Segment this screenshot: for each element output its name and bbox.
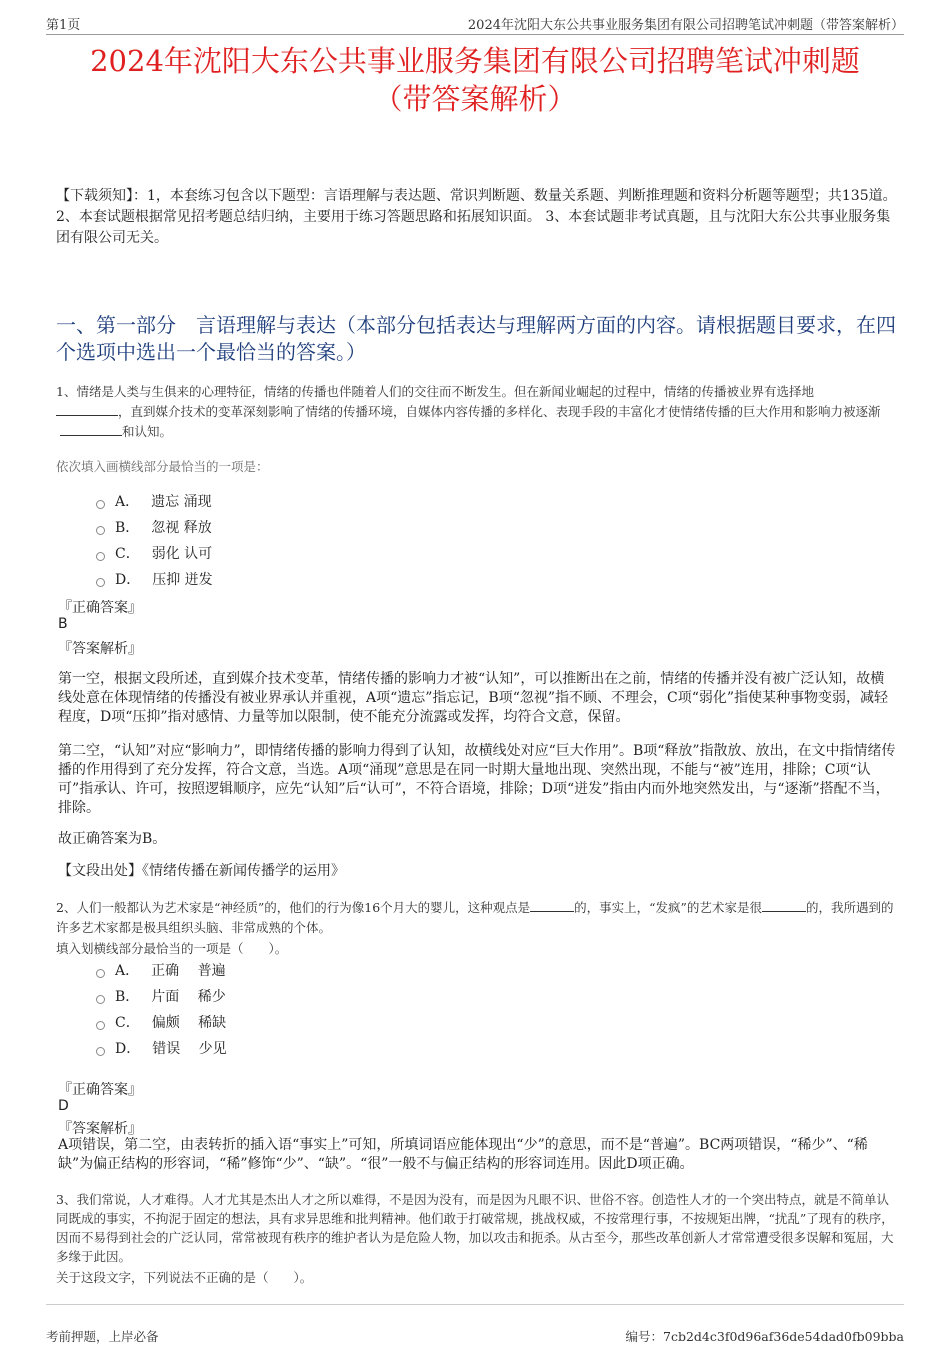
q2-option-b[interactable]: B． 片面 稀少 <box>96 983 227 1009</box>
q1-option-a[interactable]: A． 遗忘 涌现 <box>96 488 213 514</box>
header-doc-title: 2024年沈阳大东公共事业服务集团有限公司招聘笔试冲刺题（带答案解析） <box>467 18 904 33</box>
q1-blank-1 <box>56 402 118 416</box>
q1-analysis-2: 第二空，“认知”对应“影响力”，即情绪传播的影响力得到了认知，故横线处对应“巨大作用”。B项“释放”指散放、放出，在文中指情绪传播的作用得到了充分发挥，符合文意，当选。A项“涌现”意思是在同一时期大量地出现、突然出现，不能与“被”连用，排除；C项“认可”指承认、许可，按照逻辑顺序，应先“认知”后“认可”，不符合语境，排除；D项“迸发”指由内而外地突然发出，与“逐渐”搭配不当，排除。 <box>58 743 896 816</box>
question-3-text: 3、我们常说，人才难得。人才尤其是杰出人才之所以难得，不是因为没有，而是因为凡眼不识、世俗不容。创造性人才的一个突出特点，就是不简单认同既成的事实，不拘泥于固定的想法，具有求异思维和批判精神。他们敢于打破常规，挑战权威，不按常理行事，不按规矩出牌，“扰乱”了现有的秩序，因而不易得到社会的广泛认同，常常被现有秩序的维护者认为是危险人物，加以攻击和扼杀。从古至今，那些改革创新人才常常遭受很多误解和冤屈，大多缘于此因。 <box>56 1192 894 1264</box>
q1-option-b[interactable]: B． 忽视 释放 <box>96 514 213 540</box>
title-line-2: （带答案解析） <box>373 82 577 116</box>
q1-answer-label: 『正确答案』 <box>58 600 142 616</box>
radio-icon[interactable] <box>96 1047 105 1056</box>
q1-blank-2 <box>60 422 122 436</box>
page-number: 第1页 <box>46 18 81 33</box>
q2-option-d[interactable]: D． 错误 少见 <box>96 1035 227 1061</box>
q1-answer: B <box>58 616 68 632</box>
document-title <box>40 42 910 118</box>
q1-text-a: 1、情绪是人类与生俱来的心理特征，情绪的传播也伴随着人们的交往而不断发生。但在新闻业崛起的过程中，情绪的传播被业界有选择地 <box>56 384 814 399</box>
q1-text-b: ，直到媒介技术的变革深刻影响了情绪的传播环境，自媒体内容传播的多样化、表现手段的丰富化才使情绪传播的巨大作用和影响力被逐渐 <box>118 404 881 419</box>
q2-option-c[interactable]: C． 偏颇 稀缺 <box>96 1009 227 1035</box>
download-notice: 【下载须知】：1，本套练习包含以下题型：言语理解与表达题、常识判断题、数量关系题、判断推理题和资料分析题等题型；共135道。 2、本套试题根据常见招考题总结归纳，主要用于练习答题思路和拓展知识面。 3、本套试题非考试真题，且与沈阳大东公共事业服务集团有限公司无关。 <box>56 188 897 246</box>
title-line-1: 2024年沈阳大东公共事业服务集团有限公司招聘笔试冲刺题 <box>90 44 860 78</box>
q2-analysis: A项错误，第二空，由表转折的插入语“事实上”可知，所填词语应能体现出“少”的意思，而不是“普遍”。BC两项错误，“稀少”、“稀缺”为偏正结构的形容词，“稀”修饰“少”、“缺”。“很”一般不与偏正结构的形容词连用。因此D项正确。 <box>58 1137 868 1172</box>
radio-icon[interactable] <box>96 552 105 561</box>
q1-option-c[interactable]: C． 弱化 认可 <box>96 540 213 566</box>
q2-options <box>96 957 227 1061</box>
footer-slogan: 考前押题，上岸必备 <box>46 1329 159 1344</box>
radio-icon[interactable] <box>96 1021 105 1030</box>
q2-blank-1 <box>530 898 574 912</box>
footer-doc-id: 编号：7cb2d4c3f0d96af36de54dad0fb09bba <box>625 1329 904 1344</box>
radio-icon[interactable] <box>96 526 105 535</box>
q1-prompt: 依次填入画横线部分最恰当的一项是： <box>56 459 269 474</box>
q1-analysis-1: 第一空，根据文段所述，直到媒介技术变革，情绪传播的影响力才被“认知”，可以推断出在之前，情绪的传播并没有被广泛认知，故横线处意在体现情绪的传播没有被业界承认并重视，A项“遗忘”指忘记，B项“忽视”指不顾、不理会，C项“弱化”指使某种事物变弱，减轻程度，D项“压抑”指对感情、力量等加以限制，使不能充分流露或发挥，均符合文意，保留。 <box>58 671 889 725</box>
q3-prompt: 关于这段文字，下列说法不正确的是（ ）。 <box>56 1270 313 1285</box>
q2-answer: D <box>58 1098 69 1114</box>
q1-analysis-3: 故正确答案为B。 <box>58 831 167 847</box>
q2-text-c: 的，我所遇到的许多艺术家都是极具组织头脑、非常成熟的个体。 <box>56 900 894 935</box>
header-divider <box>46 34 904 35</box>
q1-options <box>96 488 213 592</box>
q1-text-c: 和认知。 <box>122 424 173 439</box>
section-heading: 一、第一部分 言语理解与表达（本部分包括表达与理解两方面的内容。请根据题目要求，在四个选项中选出一个最恰当的答案。） <box>56 313 896 364</box>
q2-text-b: 的，事实上，“发疯”的艺术家是很 <box>574 900 762 915</box>
q1-option-d[interactable]: D． 压抑 迸发 <box>96 566 213 592</box>
q2-answer-label: 『正确答案』 <box>58 1082 142 1098</box>
question-1-text <box>56 382 898 442</box>
radio-icon[interactable] <box>96 500 105 509</box>
q2-prompt: 填入划横线部分最恰当的一项是（ ）。 <box>56 941 288 956</box>
radio-icon[interactable] <box>96 578 105 587</box>
footer-divider <box>46 1304 904 1305</box>
q2-analysis-label: 『答案解析』 <box>58 1121 142 1137</box>
radio-icon[interactable] <box>96 969 105 978</box>
question-2-text <box>56 898 898 938</box>
q1-source: 【文段出处】《情绪传播在新闻传播学的运用》 <box>58 863 345 879</box>
q2-blank-2 <box>762 898 806 912</box>
q2-option-a[interactable]: A． 正确 普遍 <box>96 957 227 983</box>
q2-text-a: 2、人们一般都认为艺术家是“神经质”的，他们的行为像16个月大的婴儿，这种观点是 <box>56 900 531 915</box>
q1-analysis-label: 『答案解析』 <box>58 641 142 657</box>
radio-icon[interactable] <box>96 995 105 1004</box>
